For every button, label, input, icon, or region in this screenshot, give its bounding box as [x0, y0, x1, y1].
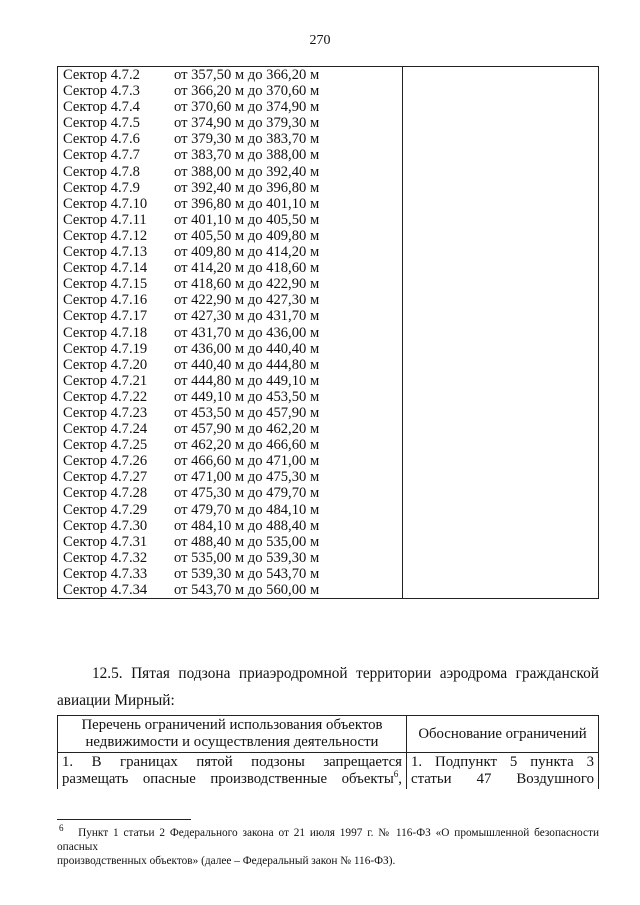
- sector-range: от 383,70 м до 388,00 м: [168, 147, 403, 163]
- sector-range: от 418,60 м до 422,90 м: [168, 276, 403, 292]
- sector-empty-cell: [403, 164, 599, 180]
- table-row: [58, 534, 599, 550]
- table-row: [58, 582, 599, 599]
- sector-range: от 484,10 м до 488,40 м: [168, 518, 403, 534]
- table-row: [58, 276, 599, 292]
- sector-name: Сектор 4.7.5: [58, 115, 169, 131]
- sector-name: Сектор 4.7.8: [58, 164, 169, 180]
- sector-name: Сектор 4.7.31: [58, 534, 169, 550]
- sector-name: Сектор 4.7.11: [58, 212, 169, 228]
- justification-line-2: статьи 47 Воздушного: [411, 771, 594, 787]
- sector-empty-cell: [403, 534, 599, 550]
- section-heading: [57, 660, 599, 714]
- sector-range: от 475,30 м до 479,70 м: [168, 485, 403, 501]
- sector-range: от 405,50 м до 409,80 м: [168, 228, 403, 244]
- table-row: [58, 405, 599, 421]
- restriction-line-2: [62, 771, 402, 788]
- sector-name: Сектор 4.7.34: [58, 582, 169, 599]
- sector-range: от 466,60 м до 471,00 м: [168, 453, 403, 469]
- sector-empty-cell: [403, 341, 599, 357]
- sector-name: Сектор 4.7.9: [58, 180, 169, 196]
- table-row: [58, 518, 599, 534]
- sector-empty-cell: [403, 421, 599, 437]
- sector-name: Сектор 4.7.25: [58, 437, 169, 453]
- sector-range: от 409,80 м до 414,20 м: [168, 244, 403, 260]
- sector-empty-cell: [403, 373, 599, 389]
- sector-range: от 379,30 м до 383,70 м: [168, 131, 403, 147]
- sector-range: от 370,60 м до 374,90 м: [168, 99, 403, 115]
- sector-empty-cell: [403, 292, 599, 308]
- restrictions-header-left: Перечень ограничений использования объектов недвижимости и осуществления деятельности: [58, 716, 407, 753]
- sector-range: от 436,00 м до 440,40 м: [168, 341, 403, 357]
- sector-name: Сектор 4.7.29: [58, 502, 169, 518]
- sector-range: от 401,10 м до 405,50 м: [168, 212, 403, 228]
- sector-name: Сектор 4.7.23: [58, 405, 169, 421]
- sector-name: Сектор 4.7.22: [58, 389, 169, 405]
- sector-name: Сектор 4.7.6: [58, 131, 169, 147]
- sector-range: от 357,50 м до 366,20 м: [168, 67, 403, 84]
- table-row: [58, 228, 599, 244]
- table-row: [58, 164, 599, 180]
- sector-empty-cell: [403, 518, 599, 534]
- table-row: [58, 147, 599, 163]
- section-heading-line-2: авиации Мирный:: [57, 692, 175, 709]
- sector-empty-cell: [403, 180, 599, 196]
- sector-empty-cell: [403, 212, 599, 228]
- sector-empty-cell: [403, 147, 599, 163]
- sector-range: от 488,40 м до 535,00 м: [168, 534, 403, 550]
- table-row: [58, 131, 599, 147]
- justification-line-1: 1. Подпункт 5 пункта 3: [411, 754, 594, 770]
- table-row: [58, 67, 599, 84]
- sector-range: от 366,20 м до 370,60 м: [168, 83, 403, 99]
- sector-name: Сектор 4.7.4: [58, 99, 169, 115]
- table-row: [58, 196, 599, 212]
- sector-name: Сектор 4.7.15: [58, 276, 169, 292]
- sector-name: Сектор 4.7.2: [58, 67, 169, 84]
- table-row: [58, 244, 599, 260]
- table-row: [58, 308, 599, 324]
- sector-empty-cell: [403, 67, 599, 84]
- sector-name: Сектор 4.7.28: [58, 485, 169, 501]
- sector-empty-cell: [403, 437, 599, 453]
- restriction-line-2-text: размещать опасные производственные объекты: [62, 771, 394, 787]
- sector-empty-cell: [403, 405, 599, 421]
- sector-range: от 539,30 м до 543,70 м: [168, 566, 403, 582]
- sector-empty-cell: [403, 99, 599, 115]
- sector-empty-cell: [403, 453, 599, 469]
- sector-name: Сектор 4.7.20: [58, 357, 169, 373]
- sector-range: от 444,80 м до 449,10 м: [168, 373, 403, 389]
- table-row: [58, 373, 599, 389]
- table-row: [58, 180, 599, 196]
- sector-range: от 414,20 м до 418,60 м: [168, 260, 403, 276]
- sector-range: от 422,90 м до 427,30 м: [168, 292, 403, 308]
- table-row: [58, 292, 599, 308]
- table-row: [58, 115, 599, 131]
- sector-empty-cell: [403, 502, 599, 518]
- sector-empty-cell: [403, 115, 599, 131]
- table-row: [58, 389, 599, 405]
- footnote-ref: 6: [393, 769, 399, 780]
- restriction-line-2-tail: ,: [398, 771, 402, 787]
- sector-empty-cell: [403, 566, 599, 582]
- sector-name: Сектор 4.7.27: [58, 469, 169, 485]
- restrictions-table: [57, 715, 599, 789]
- sector-name: Сектор 4.7.16: [58, 292, 169, 308]
- table-row: [58, 325, 599, 341]
- table-row: [58, 437, 599, 453]
- sector-name: Сектор 4.7.26: [58, 453, 169, 469]
- table-row: [58, 550, 599, 566]
- table-row: [58, 212, 599, 228]
- footnote-line-2: производственных объектов» (далее – Федеральный закон № 116-ФЗ).: [57, 855, 396, 867]
- sector-range: от 449,10 м до 453,50 м: [168, 389, 403, 405]
- sector-range: от 479,70 м до 484,10 м: [168, 502, 403, 518]
- sector-range: от 453,50 м до 457,90 м: [168, 405, 403, 421]
- table-row: [58, 453, 599, 469]
- sector-range: от 392,40 м до 396,80 м: [168, 180, 403, 196]
- page-number: 270: [309, 33, 331, 48]
- table-row: [58, 260, 599, 276]
- sector-empty-cell: [403, 83, 599, 99]
- sector-name: Сектор 4.7.30: [58, 518, 169, 534]
- sector-range: от 374,90 м до 379,30 м: [168, 115, 403, 131]
- footnote-line-1-text: Пункт 1 статьи 2 Федерального закона от 21 июля 1997 г. № 116-ФЗ «О промышленной безопасности опасных: [57, 827, 599, 853]
- sector-range: от 543,70 м до 560,00 м: [168, 582, 403, 599]
- sectors-table: [57, 66, 599, 599]
- sector-name: Сектор 4.7.19: [58, 341, 169, 357]
- sector-name: Сектор 4.7.21: [58, 373, 169, 389]
- sector-name: Сектор 4.7.24: [58, 421, 169, 437]
- table-row: [58, 485, 599, 501]
- sector-name: Сектор 4.7.18: [58, 325, 169, 341]
- sector-name: Сектор 4.7.7: [58, 147, 169, 163]
- table-row: [58, 341, 599, 357]
- justification-cell: [407, 753, 599, 790]
- sector-range: от 388,00 м до 392,40 м: [168, 164, 403, 180]
- table-row: [58, 99, 599, 115]
- footnote: [57, 823, 599, 868]
- sector-name: Сектор 4.7.10: [58, 196, 169, 212]
- sector-empty-cell: [403, 469, 599, 485]
- sector-name: Сектор 4.7.32: [58, 550, 169, 566]
- sector-name: Сектор 4.7.17: [58, 308, 169, 324]
- sector-empty-cell: [403, 196, 599, 212]
- sector-range: от 462,20 м до 466,60 м: [168, 437, 403, 453]
- sector-range: от 396,80 м до 401,10 м: [168, 196, 403, 212]
- table-row: [58, 421, 599, 437]
- restrictions-header-row: [58, 716, 599, 753]
- sector-range: от 431,70 м до 436,00 м: [168, 325, 403, 341]
- sector-empty-cell: [403, 357, 599, 373]
- sector-range: от 535,00 м до 539,30 м: [168, 550, 403, 566]
- sector-empty-cell: [403, 325, 599, 341]
- sector-empty-cell: [403, 228, 599, 244]
- table-row: [58, 753, 599, 790]
- table-row: [58, 502, 599, 518]
- section-heading-line-1: 12.5. Пятая подзона приаэродромной территории аэродрома гражданской: [92, 665, 599, 682]
- restriction-cell: [58, 753, 407, 790]
- sector-empty-cell: [403, 308, 599, 324]
- sector-empty-cell: [403, 582, 599, 599]
- sectors-table-body: [58, 67, 599, 599]
- sector-range: от 457,90 м до 462,20 м: [168, 421, 403, 437]
- table-row: [58, 83, 599, 99]
- table-row: [58, 469, 599, 485]
- sector-name: Сектор 4.7.12: [58, 228, 169, 244]
- restrictions-header-right: Обоснование ограничений: [407, 716, 599, 753]
- restriction-line-1: 1. В границах пятой подзоны запрещается: [62, 754, 402, 770]
- table-row: [58, 566, 599, 582]
- sector-name: Сектор 4.7.14: [58, 260, 169, 276]
- sector-name: Сектор 4.7.13: [58, 244, 169, 260]
- table-row: [58, 357, 599, 373]
- footnote-divider: [57, 819, 191, 820]
- sector-empty-cell: [403, 276, 599, 292]
- sector-empty-cell: [403, 244, 599, 260]
- sector-range: от 440,40 м до 444,80 м: [168, 357, 403, 373]
- sector-empty-cell: [403, 550, 599, 566]
- sector-empty-cell: [403, 131, 599, 147]
- footnote-marker: 6: [59, 823, 64, 834]
- sector-empty-cell: [403, 485, 599, 501]
- footnote-line-1: [57, 823, 599, 854]
- sector-name: Сектор 4.7.33: [58, 566, 169, 582]
- sector-range: от 471,00 м до 475,30 м: [168, 469, 403, 485]
- sector-empty-cell: [403, 389, 599, 405]
- sector-name: Сектор 4.7.3: [58, 83, 169, 99]
- sector-range: от 427,30 м до 431,70 м: [168, 308, 403, 324]
- sector-empty-cell: [403, 260, 599, 276]
